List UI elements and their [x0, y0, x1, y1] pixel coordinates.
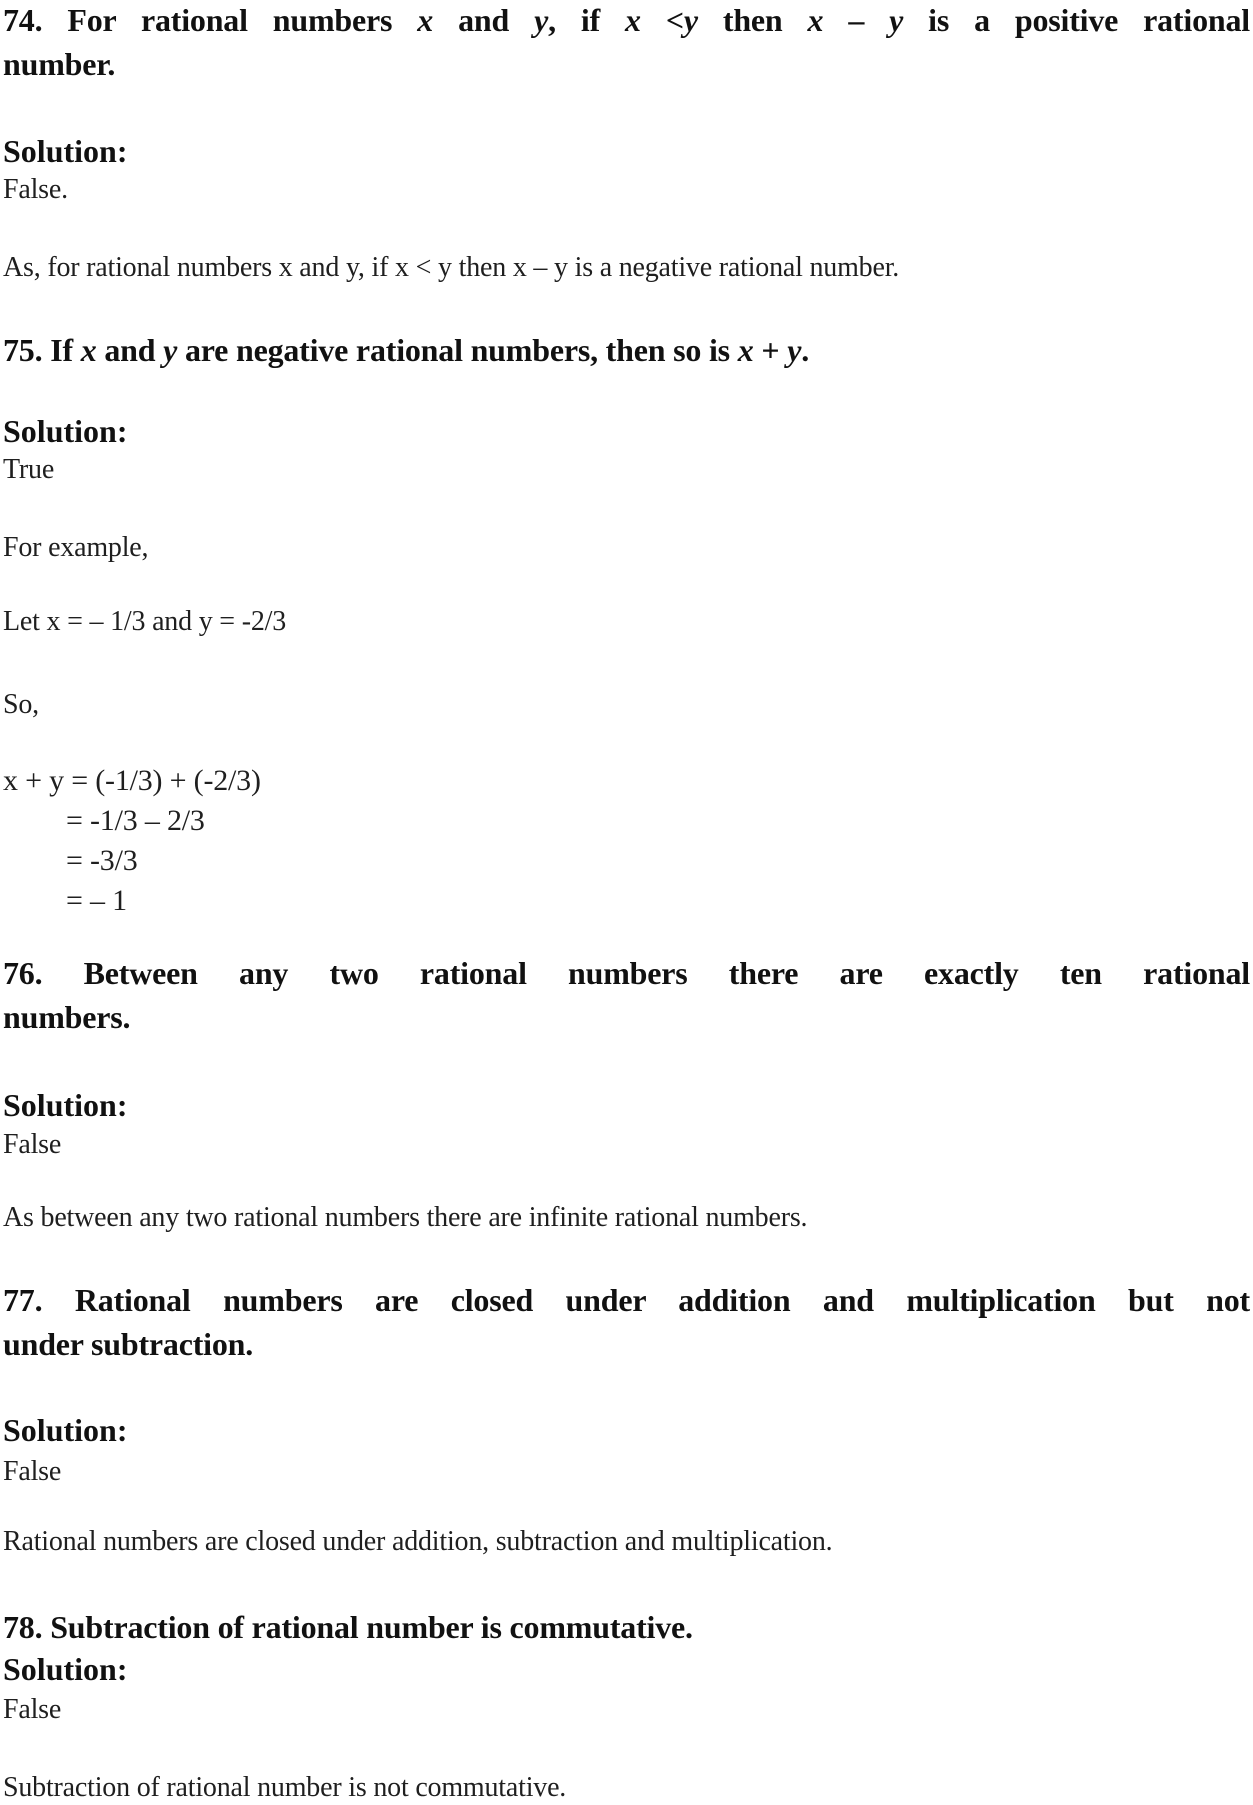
example-intro-75: For example, [3, 532, 149, 563]
answer-77: False [3, 1456, 62, 1487]
example-so-75: So, [3, 689, 39, 720]
answer-75: True [3, 454, 55, 485]
explanation-74: As, for rational numbers x and y, if x < y then x – y is a negative rational number. [3, 252, 900, 283]
explanation-76: As between any two rational numbers there are infinite rational numbers. [3, 1202, 808, 1233]
solution-heading-74: Solution: [3, 133, 128, 169]
solution-heading-78: Solution: [3, 1651, 128, 1687]
question-74-line-1: 74. For rational numbers x and y, if x <y then x – y is a positive rational [3, 2, 1250, 38]
question-74 [3, 0, 1250, 86]
equation-block-75 [3, 761, 1250, 921]
question-78: 78. Subtraction of rational number is commutative. [3, 1609, 693, 1645]
question-75: 75. If x and y are negative rational numbers, then so is x + y. [3, 332, 810, 368]
equation-line-2: = -1/3 – 2/3 [66, 804, 205, 837]
example-let-75: Let x = – 1/3 and y = -2/3 [3, 606, 287, 637]
equation-line-3: = -3/3 [66, 844, 138, 877]
question-77-line-1: 77. Rational numbers are closed under addition and multiplication but not [3, 1282, 1250, 1318]
equation-line-1: x + y = (-1/3) + (-2/3) [3, 764, 261, 797]
question-77-line-2: under subtraction. [3, 1326, 254, 1362]
question-76 [3, 951, 1250, 1039]
explanation-77: Rational numbers are closed under addition, subtraction and multiplication. [3, 1526, 833, 1557]
explanation-78: Subtraction of rational number is not commutative. [3, 1772, 567, 1803]
solution-heading-76: Solution: [3, 1087, 128, 1123]
equation-line-4: = – 1 [66, 884, 127, 917]
question-76-line-1: 76. Between any two rational numbers there are exactly ten rational [3, 955, 1250, 991]
answer-76: False [3, 1129, 62, 1160]
question-77 [3, 1278, 1250, 1366]
answer-78: False [3, 1694, 62, 1725]
question-74-line-2: number. [3, 46, 116, 82]
question-76-line-2: numbers. [3, 999, 131, 1035]
answer-74: False. [3, 174, 68, 205]
solution-heading-77: Solution: [3, 1412, 128, 1448]
solution-heading-75: Solution: [3, 413, 128, 449]
